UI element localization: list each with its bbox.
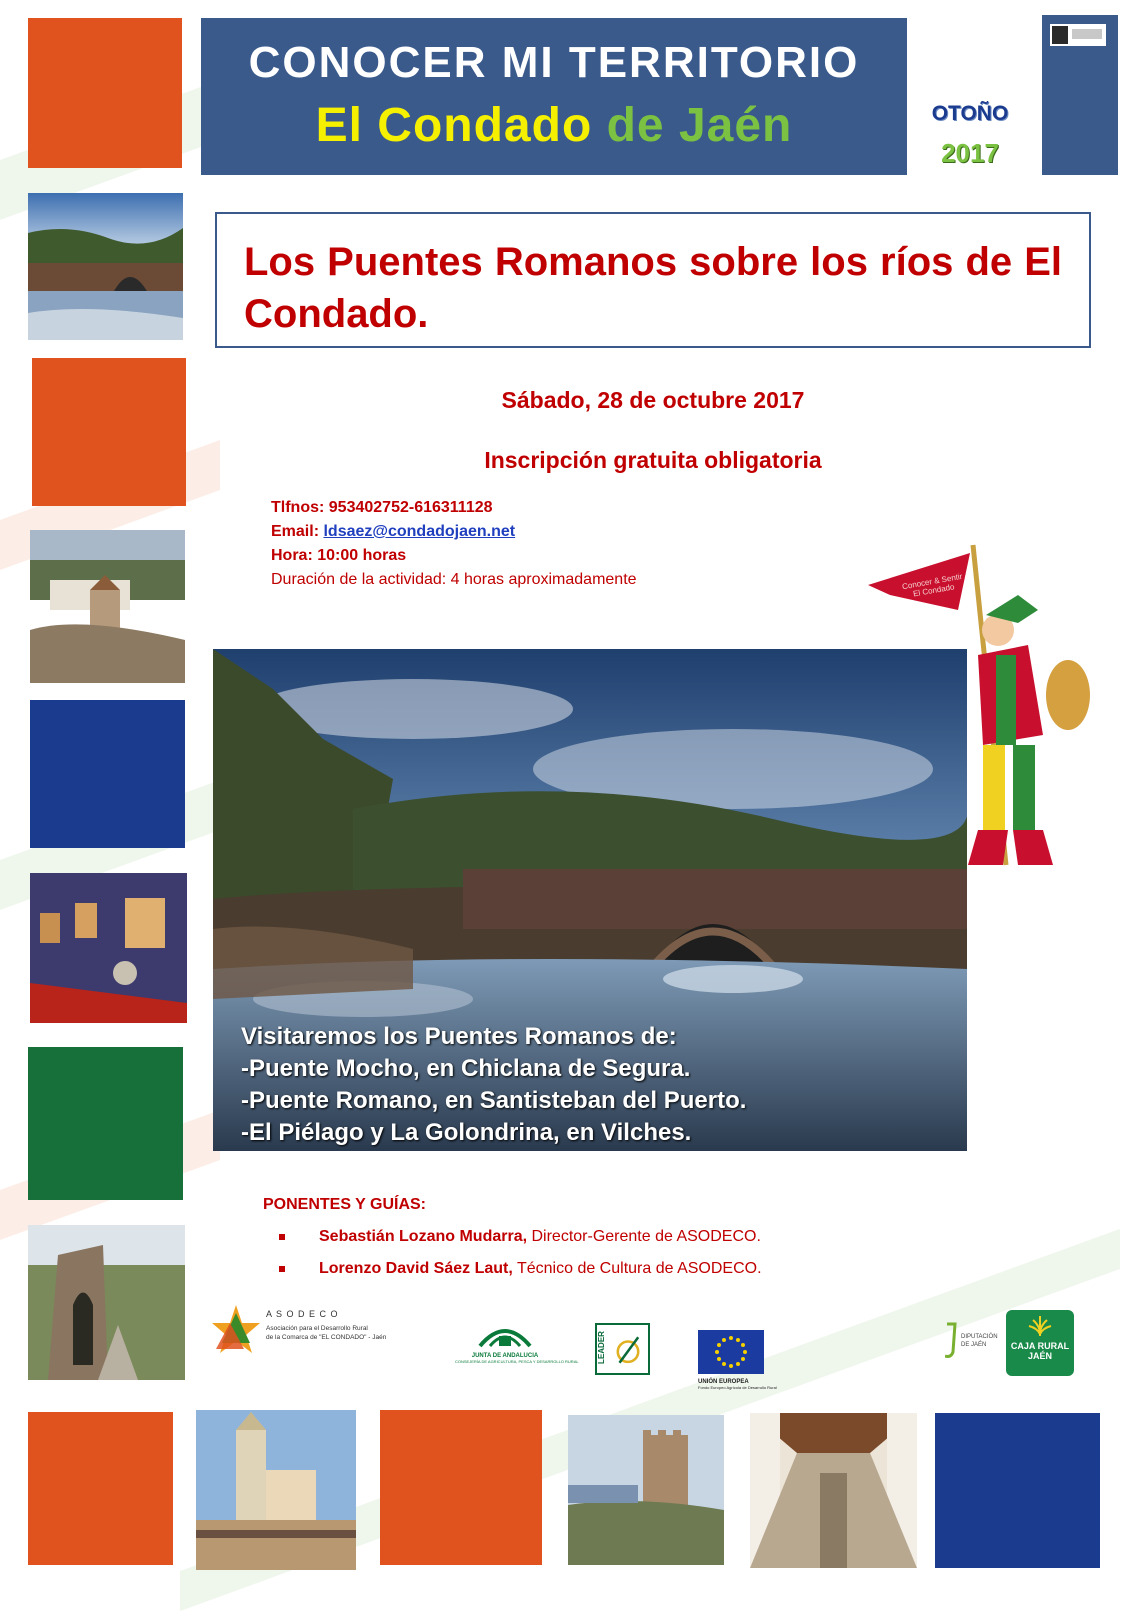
diputacion-line1: DIPUTACIÓN [961,1334,998,1340]
season-label: OTOÑO [931,102,1009,125]
time-line [271,544,637,568]
eu-sub: Fondo Europeo Agrícola de Desarrollo Rural [698,1385,777,1390]
diputacion-line2: DE JAÉN [961,1342,987,1348]
caja-rural-icon [1025,1316,1055,1336]
time-label: Hora: [271,547,313,564]
bottom-orange-tile-1 [28,1412,173,1565]
bottom-orange-tile-2 [380,1410,542,1565]
visit-overlay [241,1021,746,1149]
header-subtitle-part1: El Condado [315,99,593,152]
registration-note: Inscripción gratuita obligatoria [484,447,822,473]
small-logo-icon [1072,29,1102,39]
overlay-line-2: -Puente Mocho, en Chiclana de Segura. [241,1055,691,1082]
small-logos-badge [1050,24,1106,46]
diputacion-jaen-logo [945,1322,1005,1362]
left-photo-village [30,530,185,683]
event-date: Sábado, 28 de octubre 2017 [501,387,805,413]
header-subtitle-part2: de Jaén [606,99,793,152]
speaker-name: Sebastián Lozano Mudarra, [319,1228,528,1245]
phones-value: 953402752-616311128 [328,499,493,516]
asodeco-icon [210,1303,262,1355]
bottom-blue-tile [935,1413,1100,1568]
speaker-name: Lorenzo David Sáez Laut, [319,1260,513,1277]
header-subtitle [201,98,907,153]
duration-line: Duración de la actividad: 4 horas aproximadamente [271,571,637,588]
speakers-section [263,1196,762,1277]
speaker-role: Director-Gerente de ASODECO. [527,1228,761,1245]
bullet-icon [279,1266,285,1272]
diputacion-icon [945,1322,957,1358]
overlay-line-1: Visitaremos los Puentes Romanos de: [241,1023,677,1050]
left-photo-bridge [28,193,183,340]
header-banner [201,18,907,175]
junta-icon [475,1322,535,1348]
caja-rural-line2: JAÉN [1027,1351,1052,1361]
asodeco-sub2: de la Comarca de "EL CONDADO" - Jaén [266,1334,387,1341]
junta-andalucia-logo [455,1322,579,1372]
eu-flag-icon [698,1330,764,1374]
eu-logo [698,1330,777,1390]
bottom-photo-church [196,1410,356,1570]
speaker-role: Técnico de Cultura de ASODECO. [512,1260,762,1277]
header-title: CONOCER MI TERRITORIO [248,38,860,87]
speakers-title: PONENTES Y GUÍAS: [263,1196,426,1213]
caja-rural-logo [1006,1310,1074,1376]
email-line [271,520,637,544]
asodeco-name: A S O D E C O [266,1309,339,1319]
contact-info [271,496,637,592]
title-box [215,212,1091,348]
phones-label: Tlfnos: [271,499,325,516]
bottom-photo-washhouse [750,1413,917,1568]
eu-name: UNIÓN EUROPEA [698,1379,749,1385]
asodeco-logo [210,1303,387,1355]
asodeco-sub1: Asociación para el Desarrollo Rural [266,1325,368,1332]
phones-line [271,496,637,520]
overlay-line-3: -Puente Romano, en Santisteban del Puerto. [241,1087,747,1114]
leader-icon [611,1333,645,1367]
left-orange-tile-2 [32,358,186,506]
bottom-photo-tower [568,1415,724,1565]
left-green-tile [28,1047,183,1200]
small-logo-icon [1052,26,1068,44]
flag-text: Conocer & Sentir El Condado [901,571,963,599]
main-photo-bridge [213,649,967,1151]
email-link[interactable]: ldsaez@condadojaen.net [323,523,516,540]
bullet-icon [279,1234,285,1240]
left-orange-tile-1 [28,18,182,168]
email-label: Email: [271,523,320,540]
speaker-item [283,1228,761,1246]
overlay-line-4: -El Piélago y La Golondrina, en Vilches. [241,1119,692,1146]
event-title: Los Puentes Romanos sobre los ríos de El Condado. [244,240,1062,336]
junta-sub: CONSEJERÍA DE AGRICULTURA, PESCA Y DESARROLLO RURAL [455,1359,579,1364]
leader-logo [595,1323,650,1375]
season-year: 2017 [941,138,999,168]
leader-text: LEADER [596,1331,606,1364]
left-blue-tile [30,700,185,848]
caja-rural-line1: CAJA RURAL [1010,1341,1070,1351]
speaker-item [283,1260,762,1278]
junta-name: JUNTA DE ANDALUCIA [471,1353,539,1359]
time-value: 10:00 horas [317,547,407,564]
left-photo-castle-path [28,1225,185,1380]
left-photo-museum [30,873,187,1023]
